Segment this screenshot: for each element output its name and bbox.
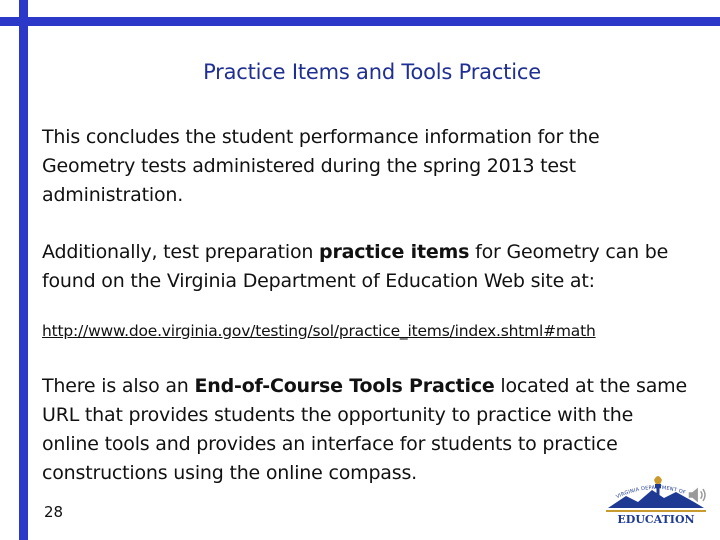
paragraph-conclusion: This concludes the student performance information for the Geometry tests administered during the spring 2013 test administration. xyxy=(42,126,600,206)
logo-arc-text: VIRGINIA DEPARTMENT OF xyxy=(615,484,687,501)
accent-bar-horizontal xyxy=(0,17,720,26)
practice-items-link[interactable]: http://www.doe.virginia.gov/testing/sol/practice_items/index.shtml#math xyxy=(42,322,596,340)
paragraph-text: Additionally, test preparation xyxy=(42,241,320,263)
bold-practice-items: practice items xyxy=(319,241,470,263)
paragraph-text: located at the same URL that provides students the opportunity to practice with the online tools and provides an interface for students to practice constructions using the online compass. xyxy=(42,375,687,484)
logo-word: EDUCATION xyxy=(617,513,695,526)
speaker-icon[interactable] xyxy=(686,484,708,506)
paragraph-text: There is also an xyxy=(42,375,195,397)
bold-tools-practice: End-of-Course Tools Practice xyxy=(194,375,495,397)
slide-title: Practice Items and Tools Practice xyxy=(203,60,541,84)
paragraph-practice-items xyxy=(42,238,692,296)
paragraph-text: for Geometry can be found on the Virginia Department of Education Web site at: xyxy=(42,241,669,292)
paragraph-tools-practice xyxy=(42,372,692,488)
page-number: 28 xyxy=(44,503,64,521)
